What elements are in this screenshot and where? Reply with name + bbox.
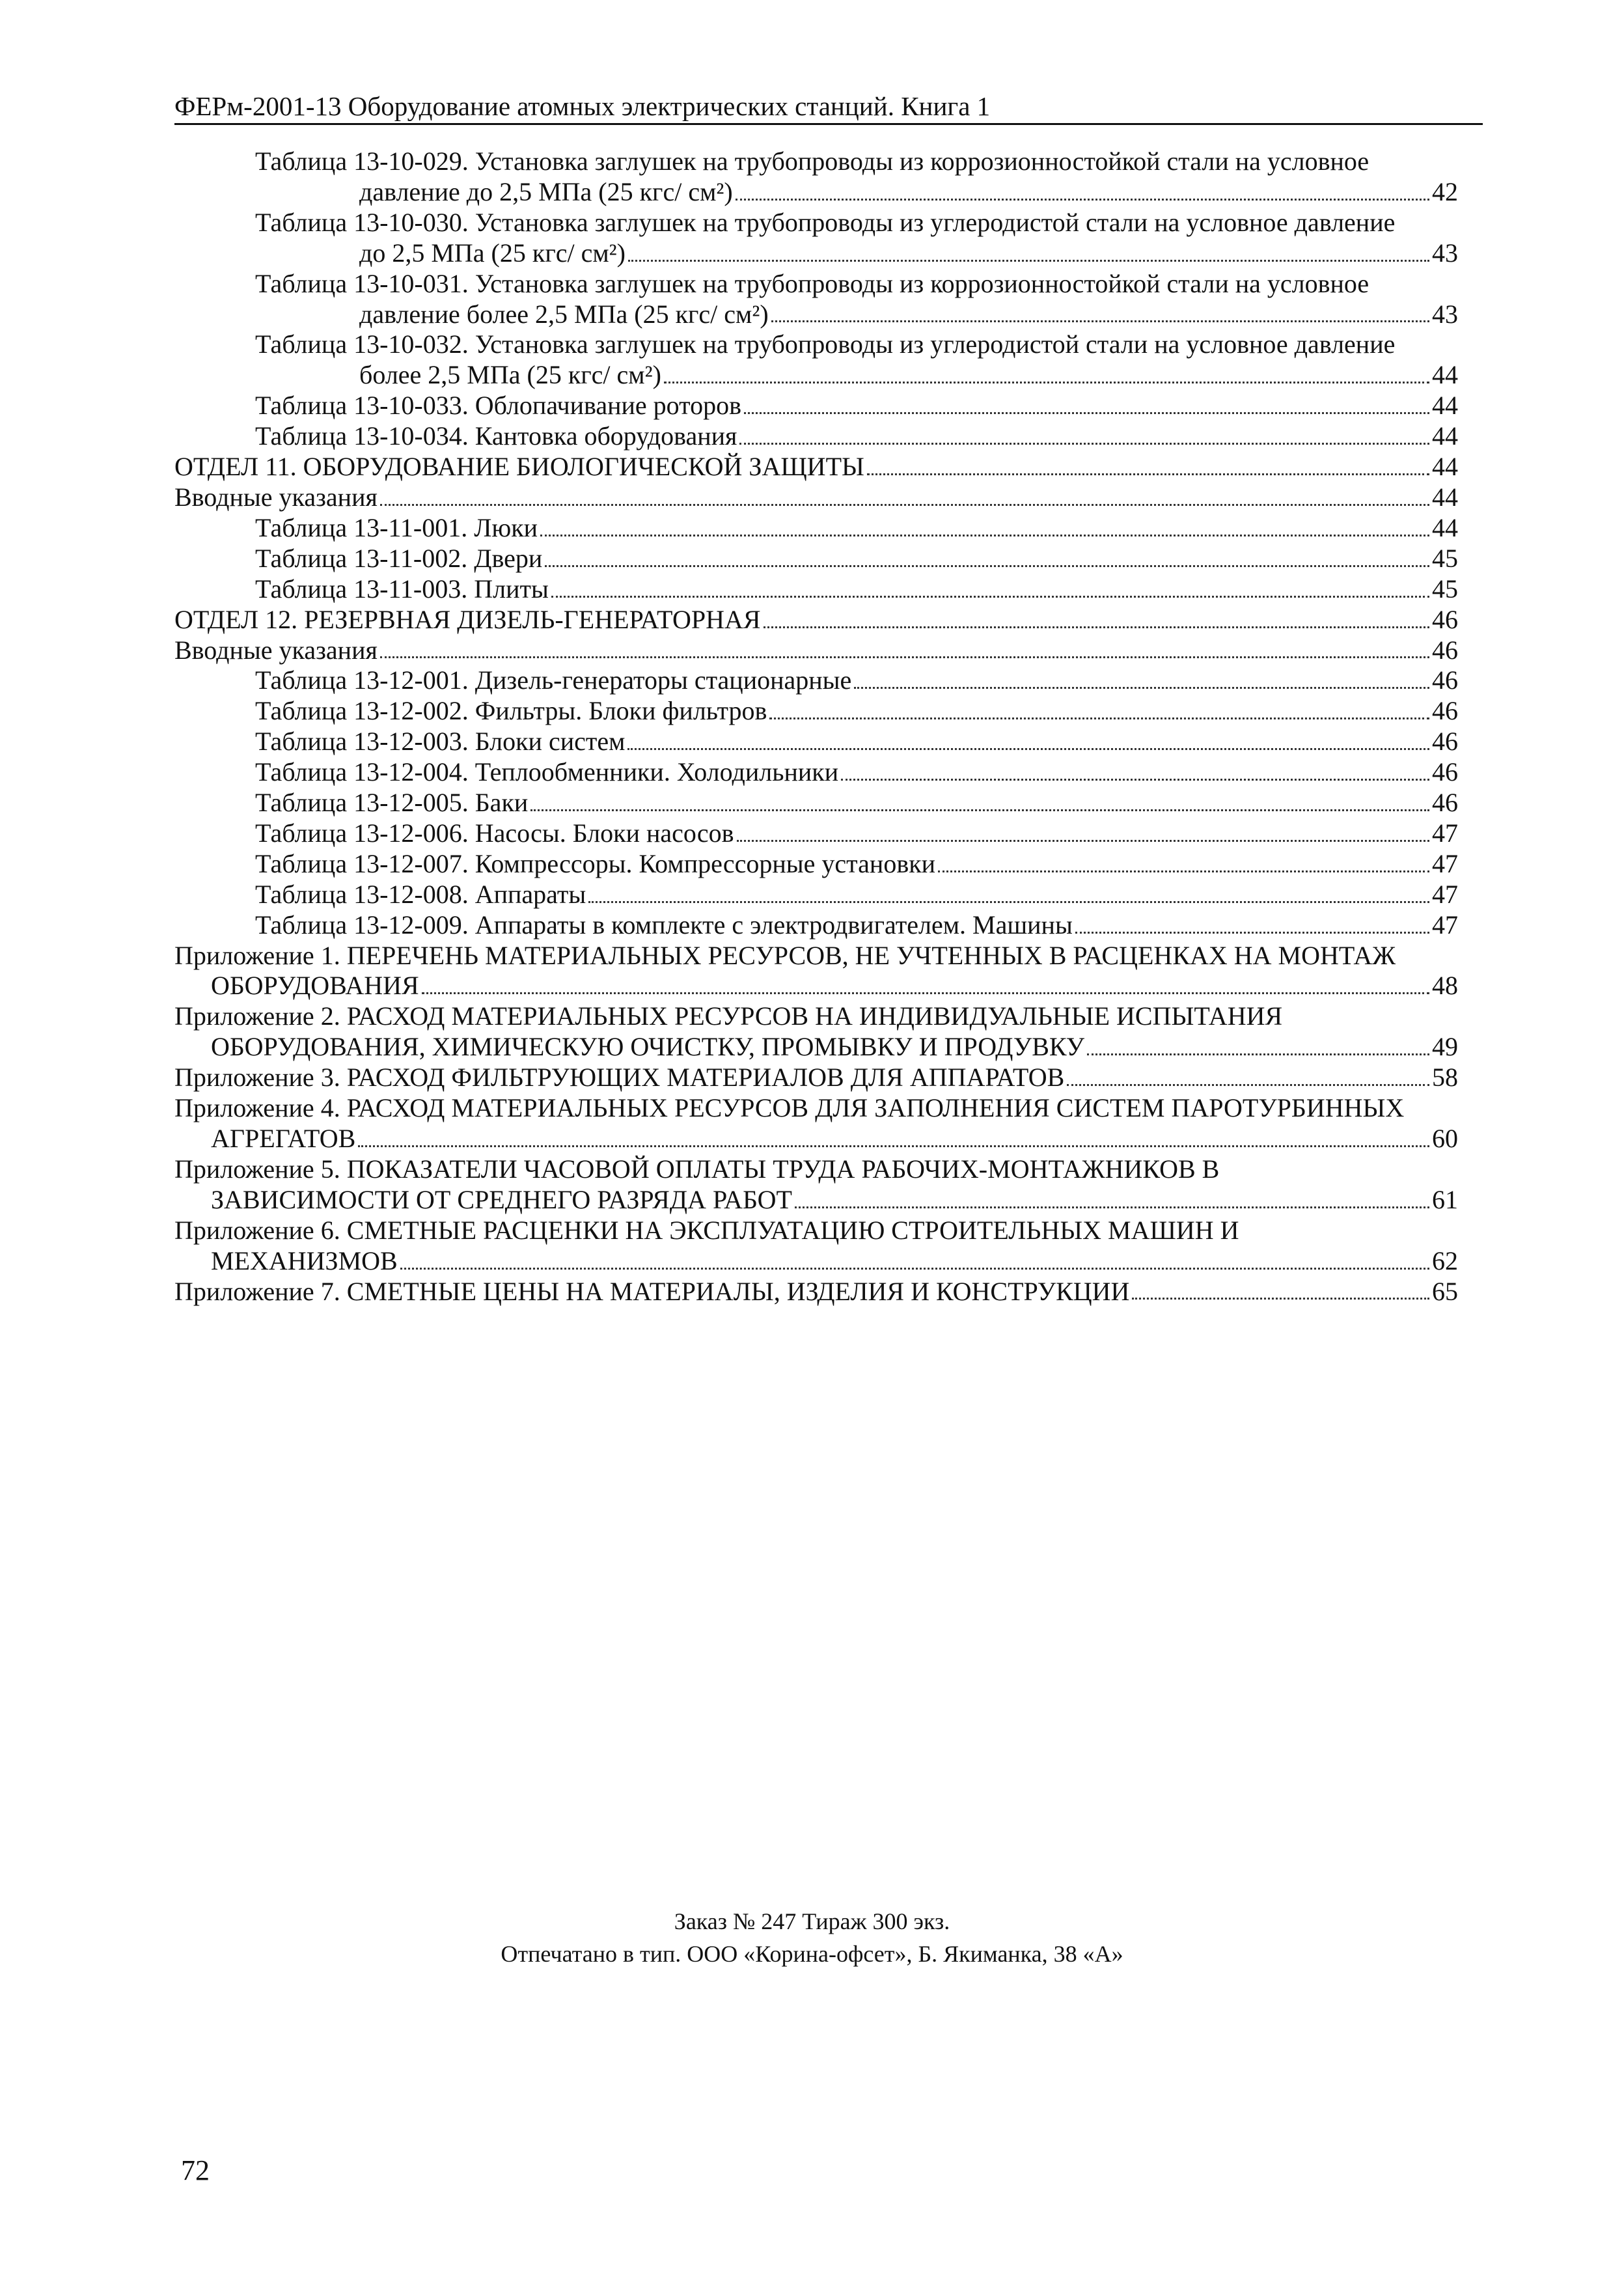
dot-leader xyxy=(422,992,1429,994)
toc-entry-title-continued: давление до 2,5 МПа (25 кгс/ см²) xyxy=(359,176,733,206)
toc-entry xyxy=(174,1063,1458,1093)
toc-entry-page: 46 xyxy=(1432,757,1458,787)
toc-entry-title-continued: до 2,5 МПа (25 кгс/ см²) xyxy=(359,238,626,268)
dot-leader xyxy=(854,687,1429,689)
toc-entry-page: 42 xyxy=(1432,176,1458,206)
toc-entry-page: 48 xyxy=(1432,971,1458,1001)
toc-entry-title: ОТДЕЛ 12. РЕЗЕРВНАЯ ДИЗЕЛЬ-ГЕНЕРАТОРНАЯ xyxy=(174,604,761,634)
toc-entry-title: Таблица 13-10-034. Кантовка оборудования xyxy=(255,421,737,451)
toc-entry xyxy=(174,482,1458,513)
toc-entry xyxy=(174,818,1458,849)
toc-entry xyxy=(174,208,1458,238)
toc-entry-title-continued: ОБОРУДОВАНИЯ, ХИМИЧЕСКУЮ ОЧИСТКУ, ПРОМЫВКУ И ПРОДУВКУ xyxy=(211,1032,1085,1062)
toc-entry-title: ОТДЕЛ 11. ОБОРУДОВАНИЕ БИОЛОГИЧЕСКОЙ ЗАЩИТЫ xyxy=(174,452,864,482)
toc-entry-title: Таблица 13-11-003. Плиты xyxy=(255,574,549,604)
dot-leader xyxy=(545,565,1429,567)
toc-entry-title: Таблица 13-12-002. Фильтры. Блоки фильтров xyxy=(255,696,767,726)
toc-entry-page: 44 xyxy=(1432,391,1458,421)
toc-entry-title: Приложение 4. РАСХОД МАТЕРИАЛЬНЫХ РЕСУРСОВ ДЛЯ ЗАПОЛНЕНИЯ СИСТЕМ ПАРОТУРБИННЫХ xyxy=(174,1093,1405,1123)
dot-leader xyxy=(841,779,1429,781)
dot-leader xyxy=(744,412,1429,414)
toc-entry-title: Таблица 13-10-032. Установка заглушек на трубопроводы из углеродистой стали на условное давление xyxy=(255,329,1396,359)
toc-entry-title: Вводные указания xyxy=(174,482,378,512)
dot-leader xyxy=(380,656,1429,658)
toc-entry-page: 46 xyxy=(1432,696,1458,726)
toc-entry-page: 46 xyxy=(1432,665,1458,695)
toc-entry-title: Таблица 13-12-006. Насосы. Блоки насосов xyxy=(255,818,734,848)
toc-entry xyxy=(174,421,1458,452)
toc-entry-page: 61 xyxy=(1432,1184,1458,1214)
toc-entry xyxy=(174,849,1458,880)
toc-entry xyxy=(174,299,1458,330)
toc-entry xyxy=(174,177,1458,208)
toc-entry xyxy=(174,146,1458,177)
toc-entry xyxy=(174,269,1458,299)
dot-leader xyxy=(540,535,1429,536)
toc-entry-title: Таблица 13-10-031. Установка заглушек на трубопроводы из коррозионностойкой стали на условное xyxy=(255,268,1369,298)
toc-entry-title: Приложение 5. ПОКАЗАТЕЛИ ЧАСОВОЙ ОПЛАТЫ ТРУДА РАБОЧИХ-МОНТАЖНИКОВ В xyxy=(174,1154,1220,1184)
toc-entry-title-continued: МЕХАНИЗМОВ xyxy=(211,1246,398,1275)
toc-entry xyxy=(174,1154,1458,1185)
toc-entry-title: Приложение 7. СМЕТНЫЕ ЦЕНЫ НА МАТЕРИАЛЫ, ИЗДЕЛИЯ И КОНСТРУКЦИИ xyxy=(174,1276,1130,1306)
toc-entry-title-continued: давление более 2,5 МПа (25 кгс/ см²) xyxy=(359,299,769,329)
toc-entry-title-continued: ЗАВИСИМОСТИ ОТ СРЕДНЕГО РАЗРЯДА РАБОТ xyxy=(211,1184,792,1214)
toc-entry-title: Приложение 6. СМЕТНЫЕ РАСЦЕНКИ НА ЭКСПЛУАТАЦИЮ СТРОИТЕЛЬНЫХ МАШИН И xyxy=(174,1215,1239,1245)
toc-entry-title: Таблица 13-10-029. Установка заглушек на трубопроводы из коррозионностойкой стали на условное xyxy=(255,146,1369,176)
toc-entry-page: 43 xyxy=(1432,238,1458,268)
toc-entry xyxy=(174,1216,1458,1246)
toc-entry-page: 46 xyxy=(1432,727,1458,757)
imprint xyxy=(0,1905,1624,1970)
dot-leader xyxy=(530,809,1429,811)
toc-entry-page: 49 xyxy=(1432,1032,1458,1062)
toc-entry-page: 44 xyxy=(1432,482,1458,512)
dot-leader xyxy=(358,1145,1429,1147)
header-rule xyxy=(174,123,1483,125)
toc-entry xyxy=(174,238,1458,269)
toc-entry-title: Приложение 3. РАСХОД ФИЛЬТРУЮЩИХ МАТЕРИАЛОВ ДЛЯ АППАРАТОВ xyxy=(174,1063,1065,1093)
toc-entry-page: 45 xyxy=(1432,543,1458,573)
toc-entry-title-continued: АГРЕГАТОВ xyxy=(211,1124,356,1153)
toc-entry xyxy=(174,1001,1458,1032)
toc-entry-page: 45 xyxy=(1432,574,1458,604)
toc-entry-page: 46 xyxy=(1432,788,1458,818)
dot-leader xyxy=(739,443,1429,445)
toc-entry xyxy=(174,329,1458,360)
toc-entry xyxy=(174,941,1458,971)
running-header: ФЕРм-2001-13 Оборудование атомных электрических станций. Книга 1 xyxy=(174,91,991,121)
toc-entry-title: Таблица 13-12-009. Аппараты в комплекте с электродвигателем. Машины xyxy=(255,910,1073,940)
toc-entry-title: Вводные указания xyxy=(174,635,378,665)
dot-leader xyxy=(764,626,1429,628)
toc-entry xyxy=(174,574,1458,605)
toc-entry-title: Таблица 13-10-033. Облопачивание роторов xyxy=(255,391,741,421)
dot-leader xyxy=(1075,932,1429,934)
toc-entry-title: Таблица 13-12-008. Аппараты xyxy=(255,879,586,909)
toc-entry-title: Таблица 13-12-007. Компрессоры. Компрессорные установки xyxy=(255,848,936,878)
dot-leader xyxy=(628,260,1429,262)
dot-leader xyxy=(1132,1298,1429,1300)
toc-entry xyxy=(174,727,1458,757)
dot-leader xyxy=(551,596,1429,598)
toc-entry xyxy=(174,788,1458,818)
toc-entry-page: 47 xyxy=(1432,848,1458,878)
toc-entry-page: 43 xyxy=(1432,299,1458,329)
toc-entry xyxy=(174,665,1458,696)
page-number: 72 xyxy=(181,2154,210,2186)
dot-leader xyxy=(938,870,1429,872)
toc-entry-title-continued: более 2,5 МПа (25 кгс/ см²) xyxy=(359,360,661,390)
toc-entry-page: 47 xyxy=(1432,910,1458,940)
toc-entry xyxy=(174,696,1458,727)
toc-entry xyxy=(174,635,1458,666)
toc-entry-title: Таблица 13-10-030. Установка заглушек на трубопроводы из углеродистой стали на условное давление xyxy=(255,207,1396,237)
toc-entry-page: 44 xyxy=(1432,512,1458,542)
toc-entry-title-continued: ОБОРУДОВАНИЯ xyxy=(211,971,419,1001)
toc-entry xyxy=(174,513,1458,544)
toc-entry-page: 44 xyxy=(1432,360,1458,390)
toc-entry-title: Таблица 13-12-001. Дизель-генераторы стационарные xyxy=(255,665,852,695)
toc-entry-title: Таблица 13-11-002. Двери xyxy=(255,543,543,573)
toc-entry xyxy=(174,971,1458,1001)
dot-leader xyxy=(588,901,1429,903)
dot-leader xyxy=(769,717,1429,719)
imprint-printer-line: Отпечатано в тип. ООО «Корина-офсет», Б. Якиманка, 38 «А» xyxy=(501,1941,1123,1967)
toc-entry xyxy=(174,880,1458,910)
table-of-contents xyxy=(174,146,1458,1307)
toc-entry-title: Таблица 13-11-001. Люки xyxy=(255,512,538,542)
toc-entry xyxy=(174,605,1458,635)
toc-entry xyxy=(174,910,1458,941)
toc-entry xyxy=(174,360,1458,391)
toc-entry xyxy=(174,1185,1458,1216)
dot-leader xyxy=(380,504,1429,506)
toc-entry-page: 44 xyxy=(1432,421,1458,451)
imprint-order-line: Заказ № 247 Тираж 300 экз. xyxy=(674,1908,950,1934)
toc-entry-page: 47 xyxy=(1432,879,1458,909)
toc-entry-title: Таблица 13-12-003. Блоки систем xyxy=(255,727,626,757)
dot-leader xyxy=(795,1206,1429,1208)
toc-entry-page: 60 xyxy=(1432,1124,1458,1153)
dot-leader xyxy=(627,748,1429,750)
dot-leader xyxy=(771,320,1429,322)
toc-entry xyxy=(174,1246,1458,1277)
toc-entry xyxy=(174,1093,1458,1124)
toc-entry xyxy=(174,1277,1458,1307)
toc-entry-page: 65 xyxy=(1432,1276,1458,1306)
toc-entry xyxy=(174,1032,1458,1063)
toc-entry-page: 44 xyxy=(1432,452,1458,482)
dot-leader xyxy=(736,199,1429,201)
toc-entry-title: Таблица 13-12-005. Баки xyxy=(255,788,529,818)
dot-leader xyxy=(737,840,1429,842)
toc-entry-title: Таблица 13-12-004. Теплообменники. Холодильники xyxy=(255,757,839,787)
toc-entry xyxy=(174,391,1458,421)
dot-leader xyxy=(1087,1053,1429,1055)
dot-leader xyxy=(664,382,1429,383)
toc-entry-page: 46 xyxy=(1432,604,1458,634)
toc-entry-title: Приложение 1. ПЕРЕЧЕНЬ МАТЕРИАЛЬНЫХ РЕСУРСОВ, НЕ УЧТЕННЫХ В РАСЦЕНКАХ НА МОНТАЖ xyxy=(174,940,1396,970)
dot-leader xyxy=(400,1268,1429,1270)
toc-entry xyxy=(174,544,1458,574)
toc-entry xyxy=(174,757,1458,788)
toc-entry-page: 62 xyxy=(1432,1246,1458,1275)
dot-leader xyxy=(867,473,1429,475)
toc-entry-title: Приложение 2. РАСХОД МАТЕРИАЛЬНЫХ РЕСУРСОВ НА ИНДИВИДУАЛЬНЫЕ ИСПЫТАНИЯ xyxy=(174,1001,1283,1031)
toc-entry-page: 47 xyxy=(1432,818,1458,848)
toc-entry xyxy=(174,1124,1458,1154)
toc-entry xyxy=(174,452,1458,482)
toc-entry-page: 58 xyxy=(1432,1063,1458,1093)
toc-entry-page: 46 xyxy=(1432,635,1458,665)
dot-leader xyxy=(1067,1084,1429,1086)
